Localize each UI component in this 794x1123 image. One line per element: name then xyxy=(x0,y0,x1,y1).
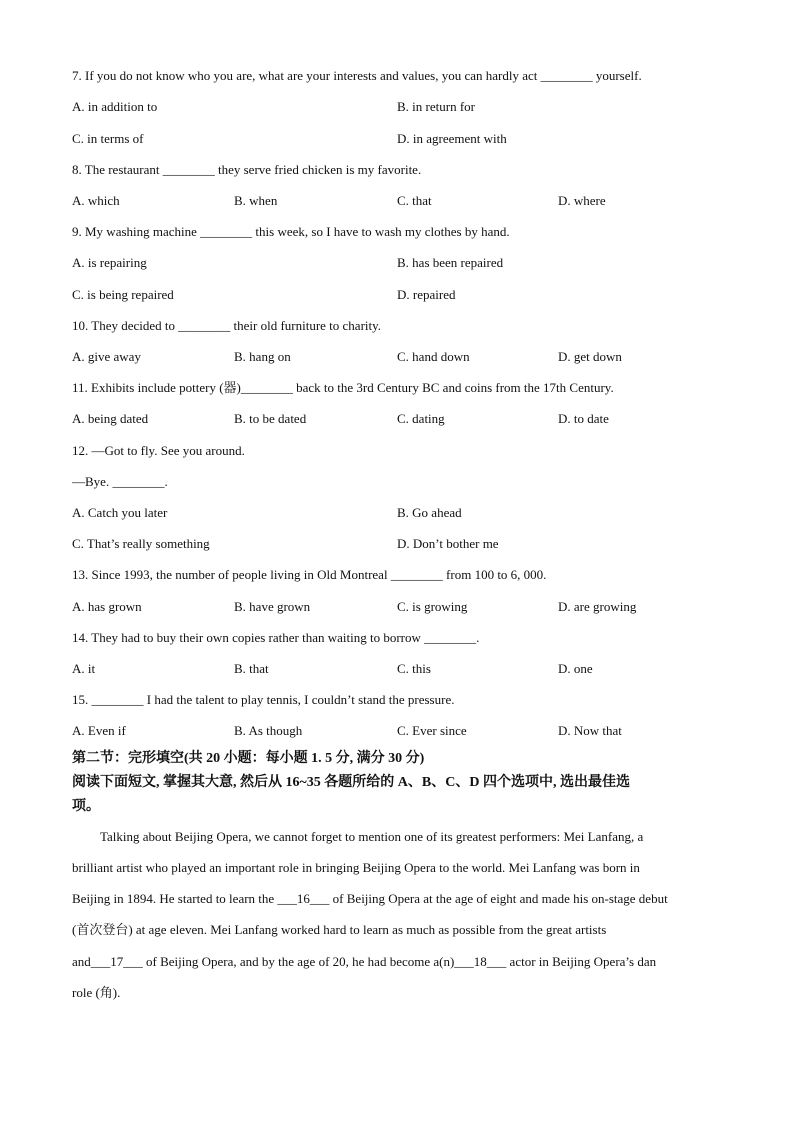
question-9-option-d: D. repaired xyxy=(397,287,456,302)
section-instruction-line-1: 阅读下面短文, 掌握其大意, 然后从 16~35 各题所给的 A、B、C、D 四个选项中, 选出最佳选 xyxy=(72,775,630,790)
question-10-option-b: B. hang on xyxy=(234,349,291,364)
question-12-stem: 12. —Got to fly. See you around. xyxy=(72,443,245,458)
question-9-option-c: C. is being repaired xyxy=(72,287,174,302)
question-10-stem: 10. They decided to ________ their old furniture to charity. xyxy=(72,318,382,333)
question-13-option-a: A. has grown xyxy=(72,599,142,614)
question-11-option-a: A. being dated xyxy=(72,411,149,426)
question-15-option-d: D. Now that xyxy=(558,723,622,738)
question-9-option-b: B. has been repaired xyxy=(397,255,504,270)
passage-line-4: (首次登台) at age eleven. Mei Lanfang worked hard to learn as much as possible from the great artists xyxy=(72,922,607,937)
question-12-option-b: B. Go ahead xyxy=(397,505,462,520)
question-8-option-a: A. which xyxy=(72,193,120,208)
question-13-option-b: B. have grown xyxy=(234,599,311,614)
question-14-option-c: C. this xyxy=(397,661,431,676)
question-15-stem: 15. ________ I had the talent to play tennis, I couldn’t stand the pressure. xyxy=(72,692,455,707)
section-instruction-line-2: 项。 xyxy=(72,799,100,814)
question-11-option-b: B. to be dated xyxy=(234,411,307,426)
question-10-option-c: C. hand down xyxy=(397,349,470,364)
question-7-option-a: A. in addition to xyxy=(72,99,158,114)
question-7-option-c: C. in terms of xyxy=(72,131,144,146)
passage-line-3: Beijing in 1894. He started to learn the ___16___ of Beijing Opera at the age of eight and made his on-stage debut xyxy=(72,891,668,906)
question-8-stem: 8. The restaurant ________ they serve fried chicken is my favorite. xyxy=(72,162,422,177)
passage-line-6: role (角). xyxy=(72,985,121,1000)
question-14-option-d: D. one xyxy=(558,661,593,676)
question-7-option-d: D. in agreement with xyxy=(397,131,507,146)
question-15-option-a: A. Even if xyxy=(72,723,126,738)
question-10-option-a: A. give away xyxy=(72,349,141,364)
question-7-option-b: B. in return for xyxy=(397,99,475,114)
question-14-stem: 14. They had to buy their own copies rather than waiting to borrow ________. xyxy=(72,630,480,645)
passage-line-2: brilliant artist who played an important role in bringing Beijing Opera to the world. Mei Lanfang was born in xyxy=(72,860,640,875)
question-12-option-d: D. Don’t bother me xyxy=(397,536,499,551)
question-14-option-a: A. it xyxy=(72,661,96,676)
question-8-option-b: B. when xyxy=(234,193,278,208)
question-11-stem: 11. Exhibits include pottery (器)________ back to the 3rd Century BC and coins from the 17th Century. xyxy=(72,380,614,395)
question-15-option-b: B. As though xyxy=(234,723,303,738)
question-8-option-d: D. where xyxy=(558,193,606,208)
question-12-reply: —Bye. ________. xyxy=(72,474,168,489)
question-9-option-a: A. is repairing xyxy=(72,255,147,270)
question-13-option-d: D. are growing xyxy=(558,599,637,614)
question-9-stem: 9. My washing machine ________ this week, so I have to wash my clothes by hand. xyxy=(72,224,510,239)
question-10-option-d: D. get down xyxy=(558,349,622,364)
question-13-option-c: C. is growing xyxy=(397,599,468,614)
question-12-option-a: A. Catch you later xyxy=(72,505,168,520)
passage-line-5: and___17___ of Beijing Opera, and by the age of 20, he had become a(n)___18___ actor in Beijing Opera’s dan xyxy=(72,954,657,969)
question-8-option-c: C. that xyxy=(397,193,432,208)
question-7-stem: 7. If you do not know who you are, what are your interests and values, you can hardly act ________ yourself. xyxy=(72,68,642,83)
question-11-option-d: D. to date xyxy=(558,411,609,426)
question-13-stem: 13. Since 1993, the number of people living in Old Montreal ________ from 100 to 6, 000. xyxy=(72,567,547,582)
passage-line-1: Talking about Beijing Opera, we cannot forget to mention one of its greatest performers: Mei Lanfang, a xyxy=(100,829,644,844)
question-15-option-c: C. Ever since xyxy=(397,723,467,738)
question-12-option-c: C. That’s really something xyxy=(72,536,210,551)
question-14-option-b: B. that xyxy=(234,661,269,676)
section-title: 第二节：完形填空(共 20 小题：每小题 1. 5 分, 满分 30 分) xyxy=(72,751,425,766)
question-11-option-c: C. dating xyxy=(397,411,445,426)
